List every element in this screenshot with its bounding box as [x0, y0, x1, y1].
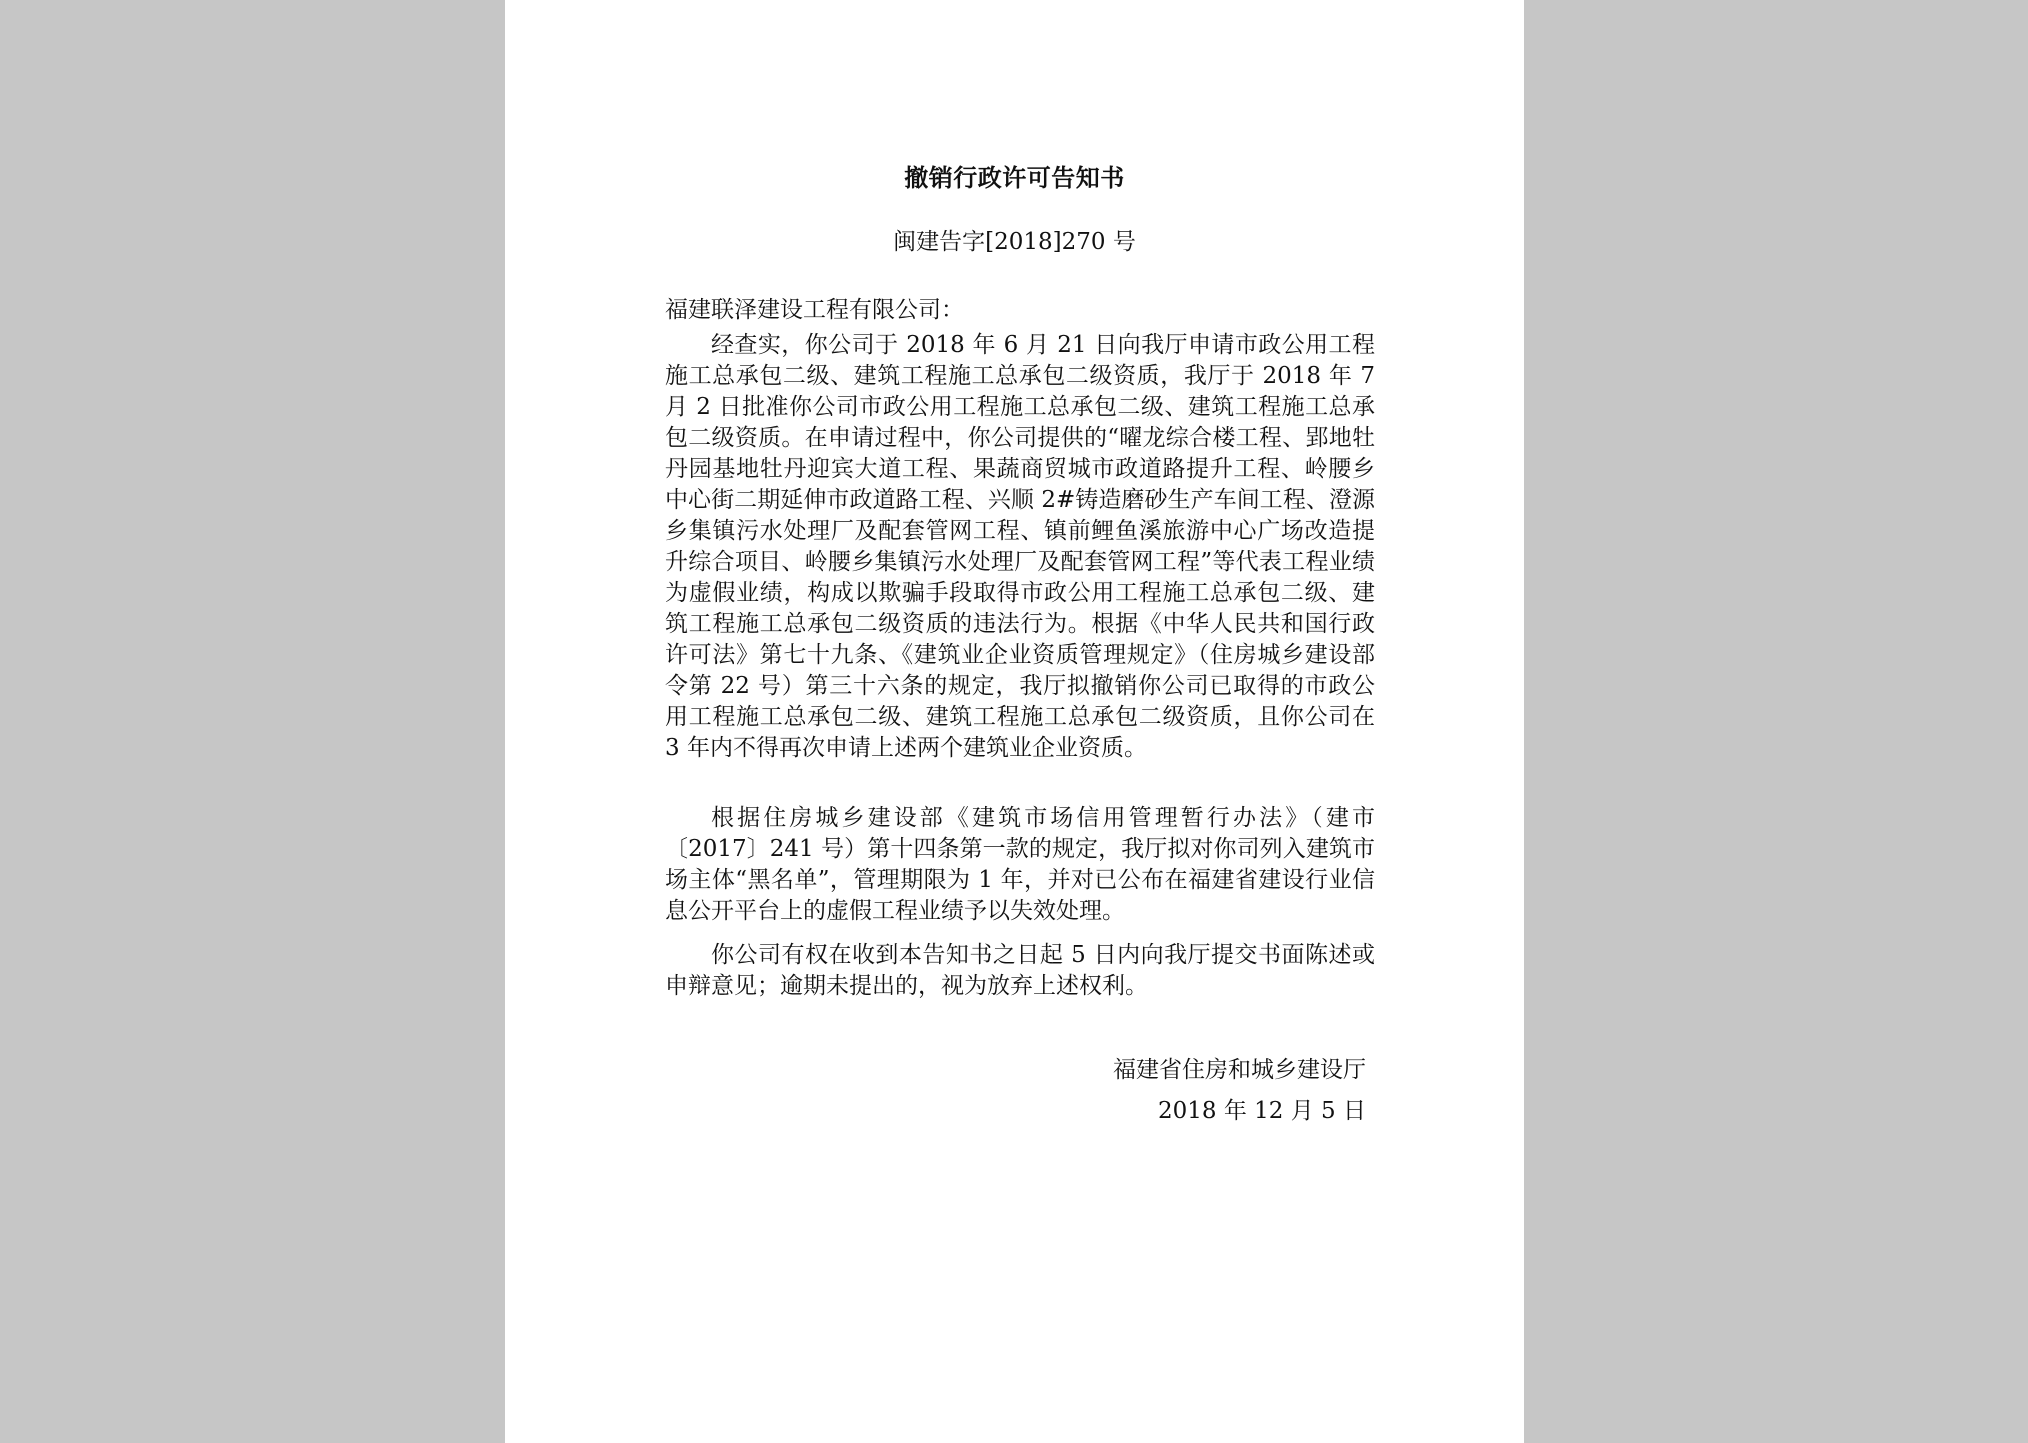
document-number: 闽建告字[2018]270 号	[893, 229, 1136, 255]
addressee: 福建联泽建设工程有限公司：	[665, 297, 964, 323]
body-paragraph-rights: 你公司有权在收到本告知书之日起 5 日内向我厅提交书面陈述或申辩意见；逾期未提出的，视为放弃上述权利。	[665, 942, 1375, 999]
document-page	[505, 0, 1524, 1443]
signature-date: 2018 年 12 月 5 日	[1158, 1098, 1366, 1124]
body-paragraph-findings: 经查实，你公司于 2018 年 6 月 21 日向我厅申请市政公用工程施工总承包二级、建筑工程施工总承包二级资质，我厅于 2018 年 7 月 2 日批准你公司市政公用工程施工总承包二级、建筑工程施工总承包二级资质。在申请过程中，你公司提供的“曜龙综合楼工程、郢地牡丹园基地牡丹迎宾大道工程、果蔬商贸城市政道路提升工程、岭腰乡中心街二期延伸市政道路工程、兴顺 2#铸造磨砂生产车间工程、澄源乡集镇污水处理厂及配套管网工程、镇前鲤鱼溪旅游中心广场改造提升综合项目、岭腰乡集镇污水处理厂及配套管网工程”等代表工程业绩为虚假业绩，构成以欺骗手段取得市政公用工程施工总承包二级、建筑工程施工总承包二级资质的违法行为。根据《中华人民共和国行政许可法》第七十九条、《建筑业企业资质管理规定》（住房城乡建设部令第 22 号）第三十六条的规定，我厅拟撤销你公司已取得的市政公用工程施工总承包二级、建筑工程施工总承包二级资质，且你公司在 3 年内不得再次申请上述两个建筑业企业资质。	[665, 332, 1375, 761]
signature-organization: 福建省住房和城乡建设厅	[1113, 1057, 1366, 1083]
document-title: 撤销行政许可告知书	[904, 163, 1125, 192]
body-paragraph-blacklist: 根据住房城乡建设部《建筑市场信用管理暂行办法》（建市〔2017〕241 号）第十四条第一款的规定，我厅拟对你司列入建筑市场主体“黑名单”，管理期限为 1 年，并对已公布在福建省建设行业信息公开平台上的虚假工程业绩予以失效处理。	[665, 805, 1375, 924]
